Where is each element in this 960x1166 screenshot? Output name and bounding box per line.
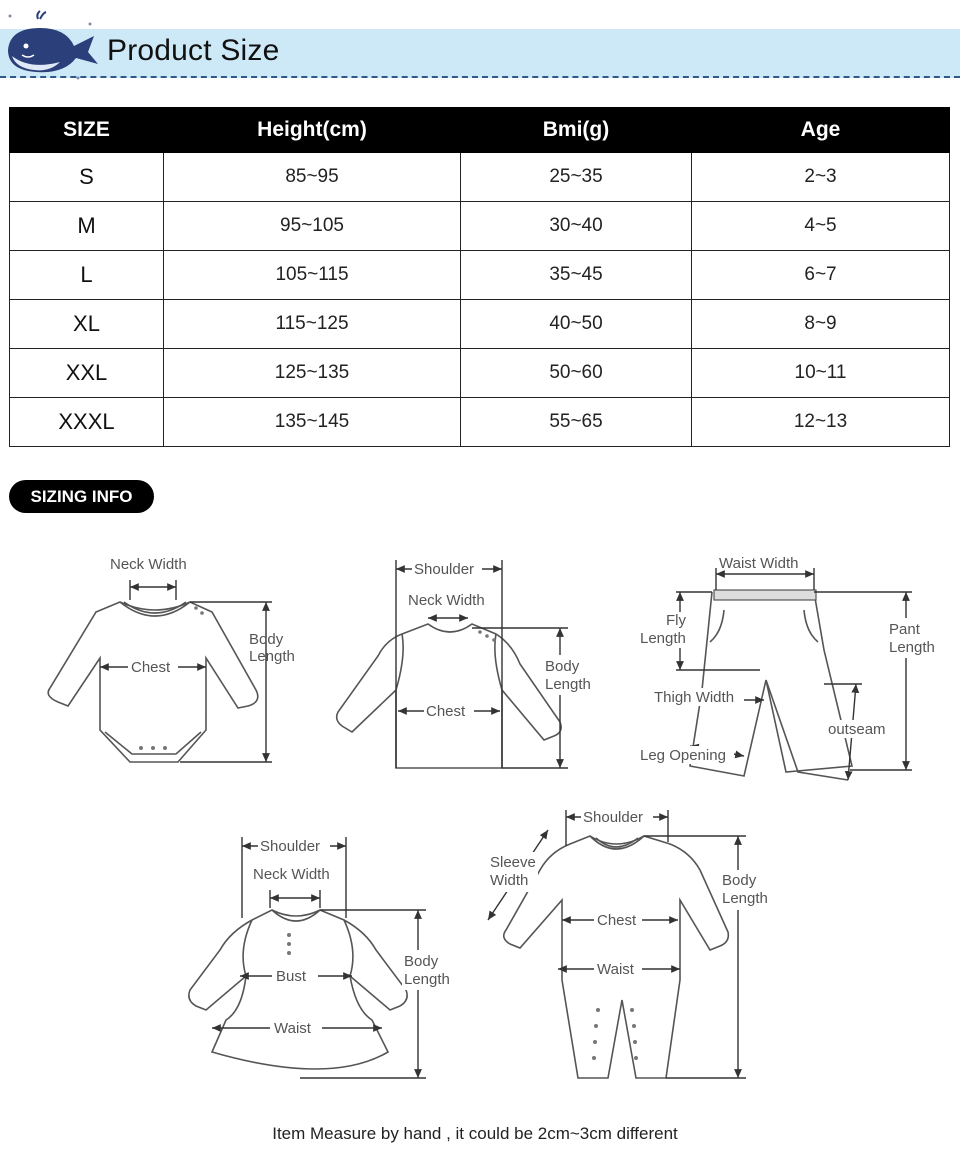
table-row (10, 349, 950, 398)
label-chest: Chest (131, 659, 171, 676)
tshirt-diagram (337, 560, 597, 768)
romper-diagram (486, 808, 776, 1078)
label-body-length-1: Body (404, 953, 439, 970)
height-cell: 85~95 (164, 153, 461, 202)
bodysuit-diagram (48, 556, 295, 762)
age-cell: 10~11 (692, 349, 950, 398)
bmi-cell: 40~50 (461, 300, 692, 349)
label-waist: Waist (274, 1020, 311, 1037)
label-bust: Bust (276, 968, 307, 985)
table-row (10, 251, 950, 300)
table-row (10, 153, 950, 202)
height-cell: 105~115 (164, 251, 461, 300)
label-chest: Chest (597, 912, 637, 929)
label-leg-opening: Leg Opening (640, 747, 726, 764)
height-cell: 95~105 (164, 202, 461, 251)
dress-diagram (189, 836, 456, 1078)
label-body-length-1: Body (249, 631, 284, 648)
label-neck-width: Neck Width (110, 556, 187, 573)
label-pant-length-2: Length (889, 639, 935, 656)
column-header-bmi: Bmi(g) (461, 108, 692, 153)
label-sleeve-width-2: Width (490, 872, 529, 889)
height-cell: 115~125 (164, 300, 461, 349)
label-thigh-width: Thigh Width (654, 689, 735, 706)
label-fly-length-1: Fly (666, 612, 686, 629)
measurement-note: Item Measure by hand , it could be 2cm~3cm different (272, 1124, 678, 1143)
label-waist-width: Waist Width (719, 555, 799, 572)
label-body-length-1: Body (545, 658, 580, 675)
size-cell: S (10, 153, 164, 202)
label-outseam: outseam (828, 721, 886, 738)
label-body-length-2: Length (722, 890, 768, 907)
whale-icon (0, 10, 105, 90)
label-body-length-2: Length (545, 676, 591, 693)
age-cell: 12~13 (692, 398, 950, 447)
size-cell: XL (10, 300, 164, 349)
sizing-info-badge: SIZING INFO (9, 480, 154, 513)
size-cell: L (10, 251, 164, 300)
label-sleeve-width-1: Sleeve (490, 854, 536, 871)
table-header-row (10, 108, 950, 153)
bmi-cell: 50~60 (461, 349, 692, 398)
label-waist: Waist (597, 961, 634, 978)
label-neck-width: Neck Width (253, 866, 330, 883)
label-body-length-2: Length (404, 971, 450, 988)
age-cell: 4~5 (692, 202, 950, 251)
column-header-size: SIZE (10, 108, 164, 153)
table-row (10, 300, 950, 349)
table-row (10, 398, 950, 447)
size-cell: M (10, 202, 164, 251)
label-shoulder: Shoulder (583, 809, 644, 826)
label-fly-length-2: Length (640, 630, 686, 647)
label-pant-length-1: Pant (889, 621, 920, 638)
page-title: Product Size (107, 34, 280, 67)
label-chest: Chest (426, 703, 466, 720)
pants-diagram (638, 555, 946, 780)
bmi-cell: 55~65 (461, 398, 692, 447)
column-header-age: Age (692, 108, 950, 153)
label-body-length-1: Body (722, 872, 757, 889)
bmi-cell: 25~35 (461, 153, 692, 202)
table-row (10, 202, 950, 251)
age-cell: 8~9 (692, 300, 950, 349)
size-table (9, 107, 950, 447)
label-shoulder: Shoulder (414, 561, 475, 578)
height-cell: 135~145 (164, 398, 461, 447)
column-header-height: Height(cm) (164, 108, 461, 153)
height-cell: 125~135 (164, 349, 461, 398)
bmi-cell: 30~40 (461, 202, 692, 251)
size-cell: XXXL (10, 398, 164, 447)
label-shoulder: Shoulder (260, 838, 321, 855)
age-cell: 6~7 (692, 251, 950, 300)
age-cell: 2~3 (692, 153, 950, 202)
bmi-cell: 35~45 (461, 251, 692, 300)
size-cell: XXL (10, 349, 164, 398)
measurement-diagrams (0, 540, 960, 1100)
label-body-length-2: Length (249, 648, 295, 665)
header-banner (0, 29, 960, 78)
label-neck-width: Neck Width (408, 592, 485, 609)
